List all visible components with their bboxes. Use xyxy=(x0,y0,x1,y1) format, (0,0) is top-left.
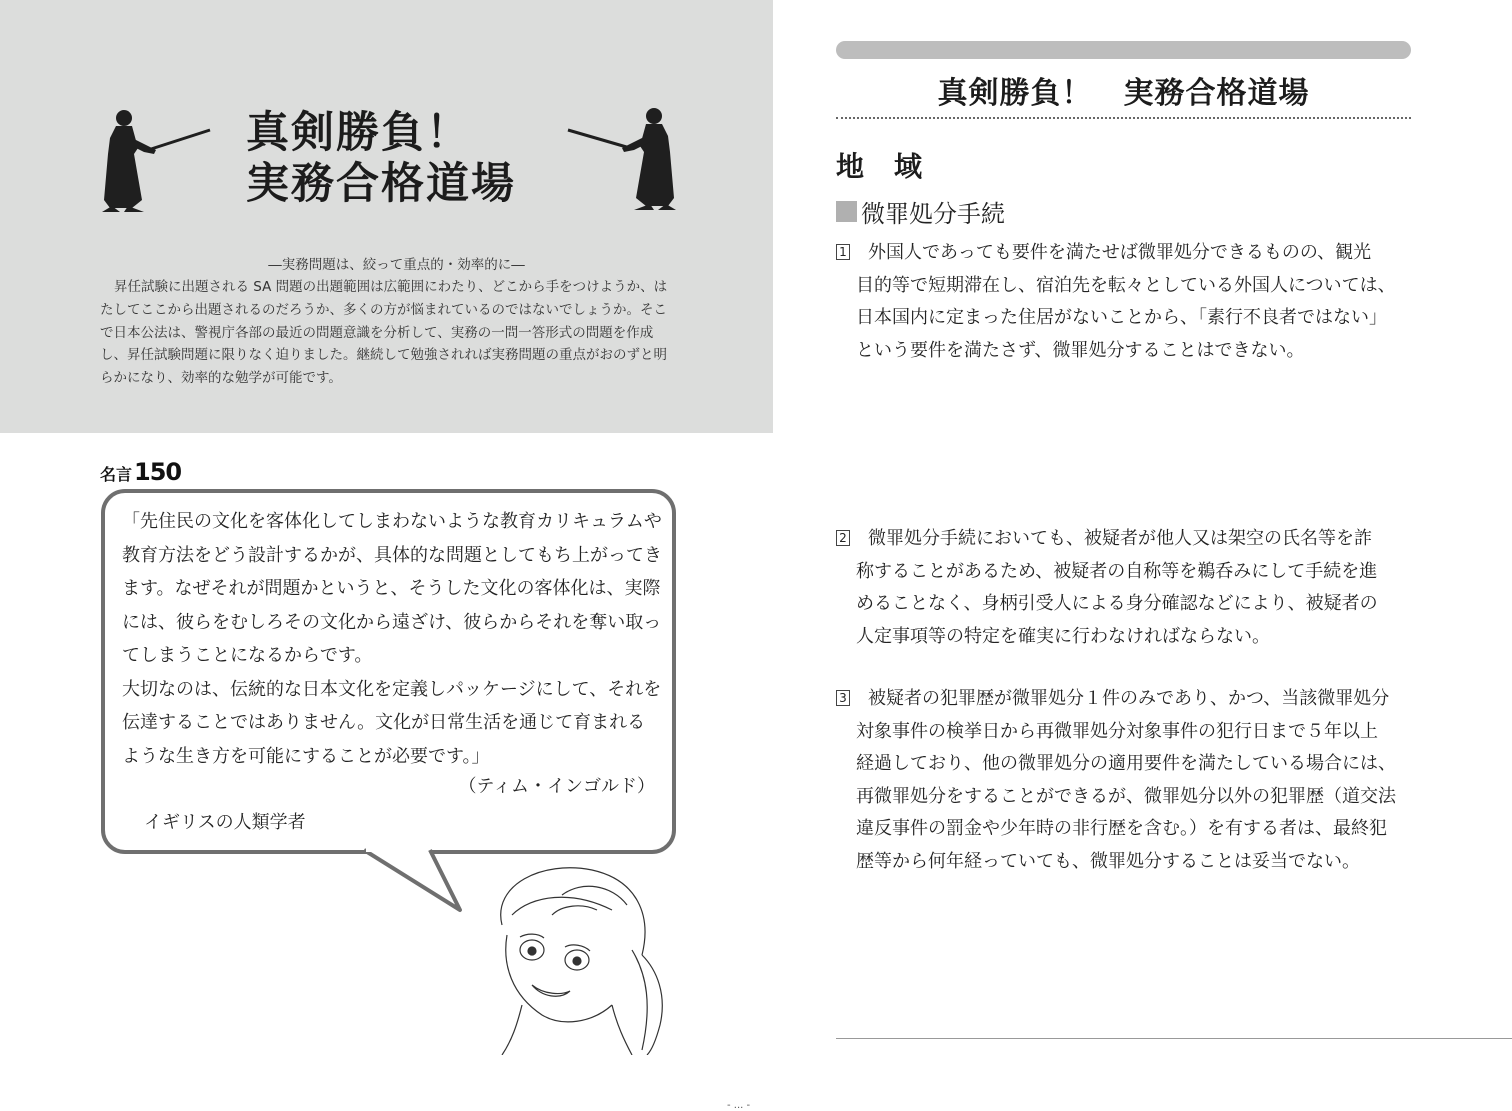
title-line-2: 実務合格道場 xyxy=(246,159,516,209)
question-line: 違反事件の罰金や少年時の非行歴を含む。）を有する者は、最終犯 xyxy=(856,818,1387,839)
quote-paragraph: 「先住民の文化を客体化してしまわないような教育カリキュラムや教育方法をどう設計するかが、具体的な問題としてもち上がってきます。なぜそれが問題かというと、そうした文化の客体化は、実際には、彼らをむしろその文化から遠ざけ、彼らからそれを奪い取ってしまうことになるからです。 xyxy=(122,511,662,666)
section-title: 真剣勝負！ 実務合格道場 xyxy=(937,76,1310,111)
question-line: 人定事項等の特定を確実に行わなければならない。 xyxy=(856,625,1270,647)
question-number: 1 xyxy=(836,244,850,260)
page-title xyxy=(246,108,516,210)
question-number: 2 xyxy=(836,530,850,546)
question-line: 称することがあるため、被疑者の自称等を鵜呑みにして手続を進 xyxy=(856,560,1378,582)
question-line: 経過しており、他の微罪処分の適用要件を満たしている場合には、 xyxy=(856,753,1396,774)
question-line: という要件を満たさず、微罪処分することはできない。 xyxy=(856,339,1305,361)
subsection-heading xyxy=(836,194,1005,229)
speech-bubble-tail xyxy=(360,848,470,918)
quote-author-role: イギリスの人類学者 xyxy=(144,812,306,833)
question-line: 対象事件の検挙日から再微罪処分対象事件の犯行日まで５年以上 xyxy=(856,720,1378,742)
question-line: 1 外国人であっても要件を満たせば微罪処分できるものの、観光 xyxy=(836,237,1426,270)
question-item xyxy=(836,683,1426,878)
quote-text xyxy=(122,505,662,773)
quote-paragraph: 大切なのは、伝統的な日本文化を定義しパッケージにして、それを伝達することではありません。文化が日常生活を通じて育まれるような生き方を可能にすることが必要です。」 xyxy=(122,678,662,767)
question-number: 3 xyxy=(836,690,850,706)
girl-illustration-icon xyxy=(462,855,680,1055)
section-heading: 地 域 xyxy=(836,150,924,183)
quote-heading-label: 名言 xyxy=(100,465,133,484)
question-line: めることなく、身柄引受人による身分確認などにより、被疑者の xyxy=(856,593,1378,614)
question-line: 歴等から何年経っていても、微罪処分することは妥当でない。 xyxy=(856,850,1360,872)
title-line-1: 真剣勝負！ xyxy=(246,108,471,158)
bottom-divider xyxy=(836,1038,1512,1039)
quote-author: （ティム・インゴルド） xyxy=(458,776,655,797)
header-bar xyxy=(836,41,1411,59)
question-line: 日本国内に定まった住居がないことから、「素行不良者ではない」 xyxy=(856,307,1387,328)
square-bullet-icon xyxy=(836,201,857,222)
kendo-fighter-left-icon xyxy=(98,108,213,214)
intro-subtitle: ―実務問題は、絞って重点的・効率的に― xyxy=(268,257,525,273)
question-line: 再微罪処分をすることができるが、微罪処分以外の犯罪歴（道交法 xyxy=(856,785,1396,807)
intro-body: 昇任試験に出題される SA 問題の出題範囲は広範囲にわたり、どこから手をつけようか、はたしてここから出題されるのだろうか、多くの方が悩まれているのではないでしょうか。そこで日本公法は、警視庁各部の最近の問題意識を分析して、実務の一問一答形式の問題を作成し、昇任試験問題に限りなく迫りました。継続して勉強されれば実務問題の重点がおのずと明らかになり、効率的な勉学が可能です。 xyxy=(100,279,668,387)
question-line: 目的等で短期滞在し、宿泊先を転々としている外国人については、 xyxy=(856,274,1396,296)
question-item xyxy=(836,523,1426,653)
dotted-divider xyxy=(836,117,1411,119)
page-number: - ... - xyxy=(727,1100,751,1111)
quote-heading xyxy=(100,458,181,486)
quote-heading-number: 150 xyxy=(134,458,182,486)
subsection-label: 微罪処分手続 xyxy=(861,200,1005,228)
question-line: 2 微罪処分手続においても、被疑者が他人又は架空の氏名等を詐 xyxy=(836,523,1426,556)
question-item xyxy=(836,237,1426,367)
kendo-fighter-right-icon xyxy=(565,106,680,212)
question-line: 3 被疑者の犯罪歴が微罪処分１件のみであり、かつ、当該微罪処分 xyxy=(836,683,1426,716)
